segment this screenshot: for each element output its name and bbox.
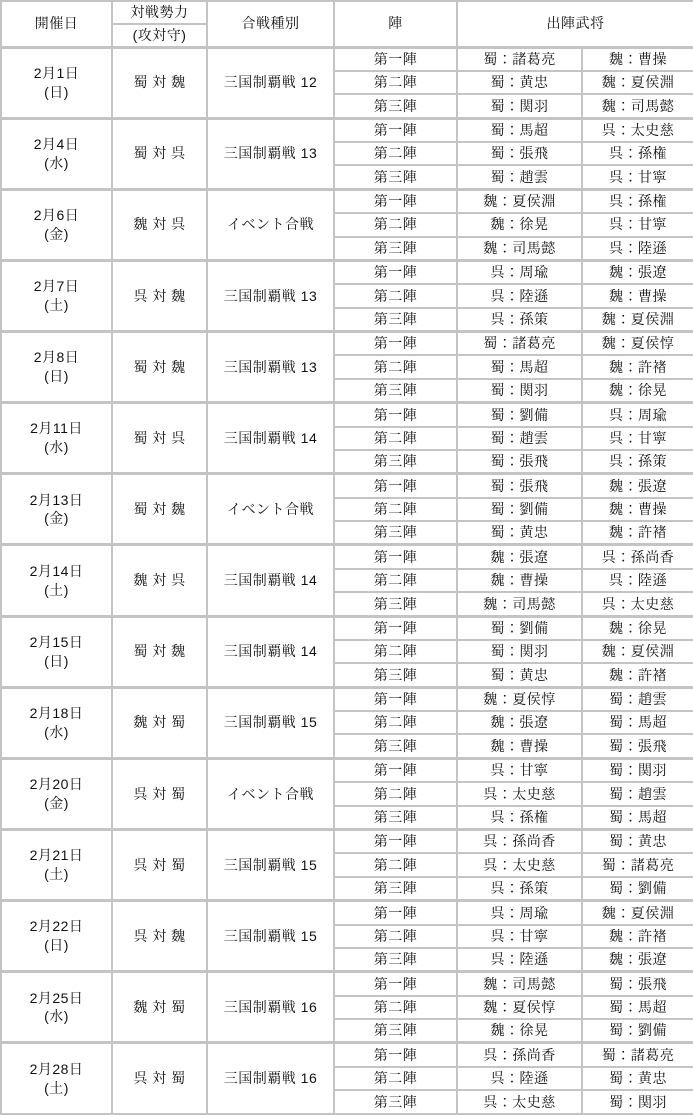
battle-type-cell: 三国制覇戦 13 [207,332,334,403]
formation-cell: 第二陣 [334,569,457,592]
general-cell-right: 蜀：諸葛亮 [582,1043,693,1067]
formation-cell: 第二陣 [334,498,457,521]
general-cell-right: 蜀：張飛 [582,972,693,996]
general-cell-left: 魏：司馬懿 [457,972,582,996]
weekday-text: (金) [44,794,69,811]
schedule-row [1,1043,693,1067]
general-cell-right: 魏：曹操 [582,47,693,71]
general-cell-right: 呉：孫策 [582,450,693,474]
formation-cell: 第一陣 [334,687,457,711]
formation-cell: 第三陣 [334,1090,457,1114]
schedule-row [1,474,693,498]
schedule-row [1,758,693,782]
date-text: 2月14日 [29,562,84,579]
formation-cell: 第一陣 [334,830,457,854]
date-cell [1,332,112,403]
general-cell-right: 呉：孫権 [582,142,693,165]
formation-cell: 第二陣 [334,355,457,378]
general-cell-right: 蜀：趙雲 [582,782,693,805]
date-text: 2月13日 [29,491,84,508]
date-cell [1,758,112,829]
forces-cell: 呉 対 魏 [112,901,207,972]
general-cell-left: 蜀：黄忠 [457,521,582,545]
date-text: 2月4日 [33,135,80,152]
formation-cell: 第一陣 [334,332,457,356]
general-cell-right: 魏：張遼 [582,474,693,498]
formation-cell: 第一陣 [334,118,457,142]
formation-cell: 第一陣 [334,901,457,925]
date-cell [1,616,112,687]
header-forces-note: (攻対守) [112,24,207,47]
battle-type-cell: イベント合戦 [207,189,334,260]
schedule-row [1,616,693,640]
general-cell-left: 魏：夏侯淵 [457,189,582,213]
general-cell-right: 魏：夏侯淵 [582,308,693,332]
general-cell-right: 魏：夏侯淵 [582,640,693,663]
forces-cell: 呉 対 蜀 [112,830,207,901]
forces-cell: 呉 対 蜀 [112,758,207,829]
date-text: 2月11日 [30,420,83,437]
schedule-row [1,118,693,142]
formation-cell: 第二陣 [334,213,457,236]
schedule-row [1,260,693,284]
date-text: 2月20日 [29,776,84,793]
general-cell-left: 蜀：趙雲 [457,165,582,189]
general-cell-left: 蜀：張飛 [457,450,582,474]
formation-cell: 第三陣 [334,237,457,261]
forces-cell: 呉 対 蜀 [112,1043,207,1114]
general-cell-left: 魏：司馬懿 [457,237,582,261]
date-text: 2月6日 [33,206,80,223]
general-cell-right: 呉：甘寧 [582,427,693,450]
general-cell-left: 呉：太史慈 [457,1090,582,1114]
general-cell-right: 蜀：黄忠 [582,1067,693,1090]
schedule-row [1,47,693,71]
general-cell-left: 呉：孫尚香 [457,830,582,854]
formation-cell: 第二陣 [334,996,457,1019]
general-cell-right: 呉：太史慈 [582,118,693,142]
weekday-text: (土) [44,1079,69,1096]
general-cell-left: 蜀：劉備 [457,498,582,521]
formation-cell: 第二陣 [334,142,457,165]
date-cell [1,118,112,189]
weekday-text: (水) [44,723,69,740]
general-cell-left: 蜀：黄忠 [457,663,582,687]
battle-type-cell: 三国制覇戦 16 [207,972,334,1043]
formation-cell: 第二陣 [334,71,457,94]
general-cell-left: 蜀：諸葛亮 [457,47,582,71]
general-cell-left: 呉：太史慈 [457,782,582,805]
formation-cell: 第二陣 [334,284,457,307]
schedule-row [1,687,693,711]
general-cell-left: 蜀：関羽 [457,94,582,118]
general-cell-left: 呉：陸遜 [457,1067,582,1090]
forces-cell: 蜀 対 魏 [112,47,207,118]
general-cell-left: 蜀：関羽 [457,379,582,403]
header-forces: 対戦勢力 [112,1,207,24]
header-row-1 [1,1,693,24]
general-cell-right: 呉：孫権 [582,189,693,213]
general-cell-right: 蜀：馬超 [582,996,693,1019]
formation-cell: 第三陣 [334,806,457,830]
formation-cell: 第三陣 [334,948,457,972]
formation-cell: 第一陣 [334,972,457,996]
general-cell-right: 魏：張遼 [582,260,693,284]
general-cell-right: 蜀：張飛 [582,734,693,758]
weekday-text: (金) [44,225,69,242]
general-cell-left: 魏：司馬懿 [457,592,582,616]
general-cell-left: 呉：甘寧 [457,758,582,782]
general-cell-left: 呉：甘寧 [457,925,582,948]
general-cell-right: 魏：張遼 [582,948,693,972]
general-cell-right: 魏：許褚 [582,521,693,545]
weekday-text: (水) [44,1008,69,1025]
general-cell-left: 呉：陸遜 [457,284,582,307]
date-cell [1,189,112,260]
date-text: 2月21日 [29,847,84,864]
forces-cell: 蜀 対 魏 [112,332,207,403]
general-cell-left: 呉：孫尚香 [457,1043,582,1067]
general-cell-left: 呉：周瑜 [457,901,582,925]
formation-cell: 第三陣 [334,734,457,758]
formation-cell: 第三陣 [334,1019,457,1043]
formation-cell: 第二陣 [334,711,457,734]
formation-cell: 第三陣 [334,663,457,687]
formation-cell: 第三陣 [334,521,457,545]
general-cell-right: 蜀：馬超 [582,806,693,830]
general-cell-left: 魏：夏侯惇 [457,687,582,711]
date-text: 2月28日 [29,1060,84,1077]
general-cell-left: 蜀：黄忠 [457,71,582,94]
weekday-text: (日) [44,368,69,385]
general-cell-left: 魏：徐晃 [457,1019,582,1043]
battle-type-cell: イベント合戦 [207,758,334,829]
general-cell-right: 蜀：趙雲 [582,687,693,711]
general-cell-right: 呉：孫尚香 [582,545,693,569]
header-battle-type: 合戦種別 [207,1,334,47]
general-cell-right: 魏：許褚 [582,663,693,687]
general-cell-right: 魏：司馬懿 [582,94,693,118]
formation-cell: 第二陣 [334,782,457,805]
date-text: 2月18日 [29,704,84,721]
date-text: 2月22日 [29,918,84,935]
formation-cell: 第一陣 [334,758,457,782]
general-cell-left: 魏：曹操 [457,569,582,592]
general-cell-right: 蜀：劉備 [582,877,693,901]
weekday-text: (土) [44,581,69,598]
formation-cell: 第一陣 [334,47,457,71]
formation-cell: 第一陣 [334,1043,457,1067]
forces-cell: 魏 対 蜀 [112,972,207,1043]
header-date: 開催日 [1,1,112,47]
forces-cell: 魏 対 呉 [112,189,207,260]
date-cell [1,545,112,616]
weekday-text: (日) [44,83,69,100]
formation-cell: 第一陣 [334,545,457,569]
general-cell-left: 魏：曹操 [457,734,582,758]
formation-cell: 第一陣 [334,403,457,427]
general-cell-right: 魏：夏侯淵 [582,901,693,925]
schedule-row [1,830,693,854]
general-cell-left: 呉：孫策 [457,308,582,332]
general-cell-left: 呉：孫策 [457,877,582,901]
date-cell [1,1043,112,1114]
general-cell-left: 蜀：劉備 [457,616,582,640]
general-cell-left: 蜀：馬超 [457,355,582,378]
general-cell-right: 魏：許褚 [582,925,693,948]
formation-cell: 第一陣 [334,474,457,498]
weekday-text: (日) [44,652,69,669]
date-text: 2月1日 [33,64,80,81]
general-cell-right: 蜀：劉備 [582,1019,693,1043]
date-cell [1,47,112,118]
header-formation: 陣 [334,1,457,47]
general-cell-right: 呉：周瑜 [582,403,693,427]
forces-cell: 魏 対 呉 [112,545,207,616]
general-cell-right: 蜀：関羽 [582,1090,693,1114]
battle-type-cell: イベント合戦 [207,474,334,545]
battle-type-cell: 三国制覇戦 14 [207,616,334,687]
general-cell-left: 魏：夏侯惇 [457,996,582,1019]
weekday-text: (日) [44,937,69,954]
general-cell-right: 魏：徐晃 [582,616,693,640]
general-cell-right: 蜀：関羽 [582,758,693,782]
schedule-row [1,403,693,427]
general-cell-right: 呉：甘寧 [582,165,693,189]
schedule-row [1,545,693,569]
general-cell-left: 蜀：諸葛亮 [457,332,582,356]
formation-cell: 第三陣 [334,450,457,474]
general-cell-right: 魏：徐晃 [582,379,693,403]
forces-cell: 蜀 対 魏 [112,474,207,545]
general-cell-right: 蜀：諸葛亮 [582,853,693,876]
formation-cell: 第一陣 [334,260,457,284]
forces-cell: 蜀 対 呉 [112,403,207,474]
forces-cell: 蜀 対 呉 [112,118,207,189]
formation-cell: 第二陣 [334,853,457,876]
schedule-table-body [1,1,693,1114]
weekday-text: (土) [44,296,69,313]
battle-type-cell: 三国制覇戦 13 [207,260,334,331]
battle-type-cell: 三国制覇戦 15 [207,901,334,972]
date-cell [1,901,112,972]
date-cell [1,687,112,758]
general-cell-left: 蜀：関羽 [457,640,582,663]
forces-cell: 蜀 対 魏 [112,616,207,687]
date-cell [1,972,112,1043]
date-cell [1,403,112,474]
general-cell-left: 蜀：張飛 [457,142,582,165]
battle-type-cell: 三国制覇戦 12 [207,47,334,118]
forces-cell: 魏 対 蜀 [112,687,207,758]
formation-cell: 第二陣 [334,427,457,450]
general-cell-left: 蜀：劉備 [457,403,582,427]
formation-cell: 第三陣 [334,94,457,118]
general-cell-left: 魏：張遼 [457,545,582,569]
battle-type-cell: 三国制覇戦 14 [207,545,334,616]
formation-cell: 第二陣 [334,640,457,663]
date-cell [1,830,112,901]
general-cell-right: 蜀：黄忠 [582,830,693,854]
formation-cell: 第二陣 [334,1067,457,1090]
battle-type-cell: 三国制覇戦 15 [207,687,334,758]
battle-type-cell: 三国制覇戦 14 [207,403,334,474]
general-cell-right: 魏：曹操 [582,498,693,521]
weekday-text: (水) [44,439,69,456]
general-cell-right: 魏：夏侯淵 [582,71,693,94]
formation-cell: 第一陣 [334,616,457,640]
schedule-row [1,901,693,925]
general-cell-left: 蜀：趙雲 [457,427,582,450]
general-cell-left: 魏：徐晃 [457,213,582,236]
weekday-text: (土) [44,866,69,883]
formation-cell: 第一陣 [334,189,457,213]
general-cell-right: 魏：曹操 [582,284,693,307]
general-cell-left: 蜀：張飛 [457,474,582,498]
general-cell-left: 呉：太史慈 [457,853,582,876]
general-cell-left: 呉：周瑜 [457,260,582,284]
formation-cell: 第三陣 [334,308,457,332]
battle-type-cell: 三国制覇戦 13 [207,118,334,189]
weekday-text: (金) [44,510,69,527]
battle-type-cell: 三国制覇戦 15 [207,830,334,901]
weekday-text: (水) [44,154,69,171]
formation-cell: 第二陣 [334,925,457,948]
general-cell-right: 蜀：馬超 [582,711,693,734]
general-cell-left: 呉：陸遜 [457,948,582,972]
schedule-row [1,972,693,996]
schedule-row [1,189,693,213]
general-cell-right: 呉：陸遜 [582,237,693,261]
date-text: 2月25日 [29,989,84,1006]
date-text: 2月7日 [33,278,80,295]
date-text: 2月8日 [33,349,80,366]
formation-cell: 第三陣 [334,165,457,189]
date-cell [1,260,112,331]
forces-cell: 呉 対 魏 [112,260,207,331]
general-cell-left: 魏：張遼 [457,711,582,734]
general-cell-left: 呉：孫権 [457,806,582,830]
general-cell-right: 呉：甘寧 [582,213,693,236]
general-cell-right: 呉：陸遜 [582,569,693,592]
general-cell-right: 魏：許褚 [582,355,693,378]
general-cell-right: 呉：太史慈 [582,592,693,616]
date-cell [1,474,112,545]
battle-type-cell: 三国制覇戦 16 [207,1043,334,1114]
date-text: 2月15日 [29,633,84,650]
header-generals: 出陣武将 [457,1,693,47]
formation-cell: 第三陣 [334,379,457,403]
general-cell-left: 蜀：馬超 [457,118,582,142]
formation-cell: 第三陣 [334,877,457,901]
schedule-row [1,332,693,356]
formation-cell: 第三陣 [334,592,457,616]
general-cell-right: 魏：夏侯惇 [582,332,693,356]
